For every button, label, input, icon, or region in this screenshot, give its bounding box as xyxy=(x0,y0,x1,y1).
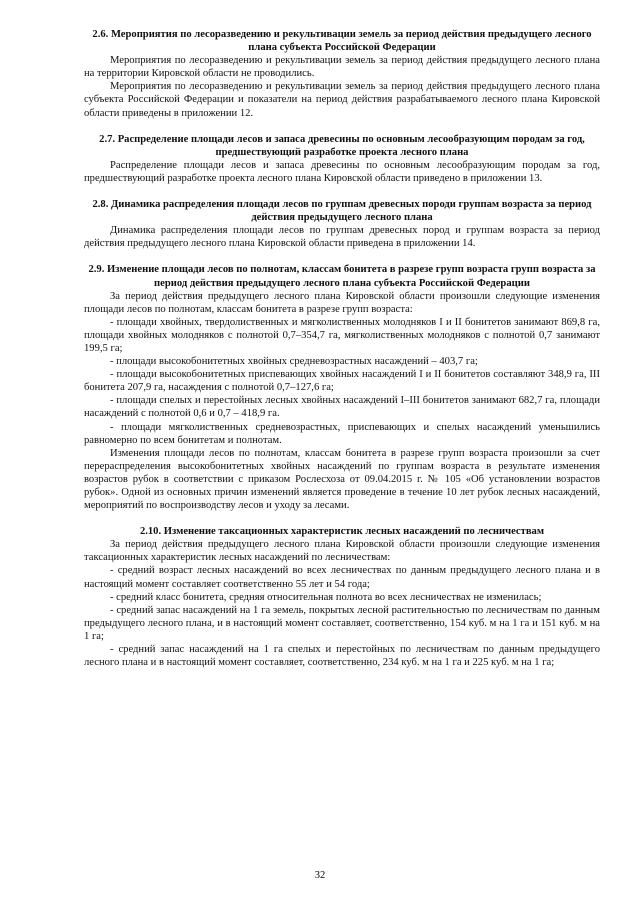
paragraph: За период действия предыдущего лесного плана Кировской области произошли следующие изменения таксационных характеристик лесных насаждений по лесничествам: xyxy=(84,539,600,564)
list-item: - площади высокобонитетных приспевающих хвойных насаждений I и II бонитетов составляют 348,9 га, III бонитета 207,9 га, насаждения с полнотой 0,7–127,6 га; xyxy=(84,369,600,394)
section-heading: 2.8. Динамика распределения площади лесов по группам древесных породи группам возраста за период действия предыдущего лесного плана xyxy=(92,199,592,224)
section-2-8 xyxy=(84,198,600,250)
section-2-6 xyxy=(84,28,600,120)
list-item: - средний класс бонитета, средняя относительная полнота во всех лесничествах не изменилась; xyxy=(110,591,542,603)
section-heading: 2.6. Мероприятия по лесоразведению и рекультивации земель за период действия предыдущего лесного плана субъекта Российской Федерации xyxy=(92,29,592,54)
paragraph: За период действия предыдущего лесного плана Кировской области произошли следующие изменения площади лесов по полнотам, классам бонитета в разрезе групп возраста: xyxy=(84,290,600,315)
page-number: 32 xyxy=(314,870,326,881)
list-item: - площади хвойных, твердолиственных и мягколиственных молодняков I и II бонитетов занимают 869,8 га, площади хвойных молодняков с полнотой 0,7–354,7 га, мягколиственных молодняков с полнотой 0,7 занимают 199,5 га; xyxy=(84,316,600,354)
paragraph: Распределение площади лесов и запаса древесины по основным лесообразующим породам за год, предшествующий разработке проекта лесного плана Кировской области приведено в приложении 13. xyxy=(84,159,600,184)
section-2-10 xyxy=(84,525,600,669)
paragraph: Мероприятия по лесоразведению и рекультивации земель за период действия предыдущего лесного плана субъекта Российской Федерации и показатели на период действия разрабатываемого лесного плана Кировской области приведены в приложении 12. xyxy=(84,81,600,119)
list-item: - площади мягколиственных средневозрастных, приспевающих и спелых насаждений уменьшились равномерно по всем бонитетам и полнотам. xyxy=(84,421,600,446)
section-2-7 xyxy=(84,133,600,185)
paragraph: Динамика распределения площади лесов по группам древесных пород и группам возраста за период действия предыдущего лесного плана Кировской области приведена в приложении 14. xyxy=(84,225,600,250)
paragraph: Мероприятия по лесоразведению и рекультивации земель за период действия предыдущего лесного плана на территории Кировской области не проводились. xyxy=(84,55,600,80)
section-2-9 xyxy=(84,263,600,512)
section-heading: 2.10. Изменение таксационных характеристик лесных насаждений по лесничествам xyxy=(139,526,545,538)
list-item: - средний запас насаждений на 1 га спелых и перестойных по лесничествам по данным предыдущего лесного плана и в настоящий момент составляет, соответственно, 234 куб. м на 1 га и 225 куб. м на 1 га; xyxy=(84,644,600,669)
paragraph: Изменения площади лесов по полнотам, классам бонитета в разрезе групп возраста произошли за счет перераспределения высокобонитетных хвойных насаждений по группам возраста в результате изменения возрастов рубок в соответствии с приказом Рослесхоза от 09.04.2015 г. № 105 «Об установлении возрастов рубок». Одной из основных причин изменений является проведение в течение 10 лет рубок лесных насаждений, мероприятий по воспроизводству лесов и уходу за лесами. xyxy=(84,447,600,512)
section-heading: 2.9. Изменение площади лесов по полнотам, классам бонитета в разрезе групп возраста групп возраста за период действия предыдущего лесного плана субъекта Российской Федерации xyxy=(88,264,596,289)
list-item: - площади высокобонитетных хвойных средневозрастных насаждений – 403,7 га; xyxy=(110,356,478,368)
list-item: - средний возраст лесных насаждений во всех лесничествах по данным предыдущего лесного плана и в настоящий момент составляет соответственно 55 лет и 54 года; xyxy=(84,565,600,590)
list-item: - площади спелых и перестойных лесных хвойных насаждений I–III бонитетов занимают 682,7 га, площади насаждений с полнотой 0,6 и 0,7 – 418,9 га. xyxy=(84,395,600,420)
section-heading: 2.7. Распределение площади лесов и запаса древесины по основным лесообразующим породам за год, предшествующий разработке проекта лесного плана xyxy=(99,133,585,158)
list-item: - средний запас насаждений на 1 га земель, покрытых лесной растительностью по лесничествам по данным предыдущего лесного плана, и в настоящий момент составляет, соответственно, 154 куб. м на 1 га и 151 куб. м на 1 га; xyxy=(84,604,600,642)
